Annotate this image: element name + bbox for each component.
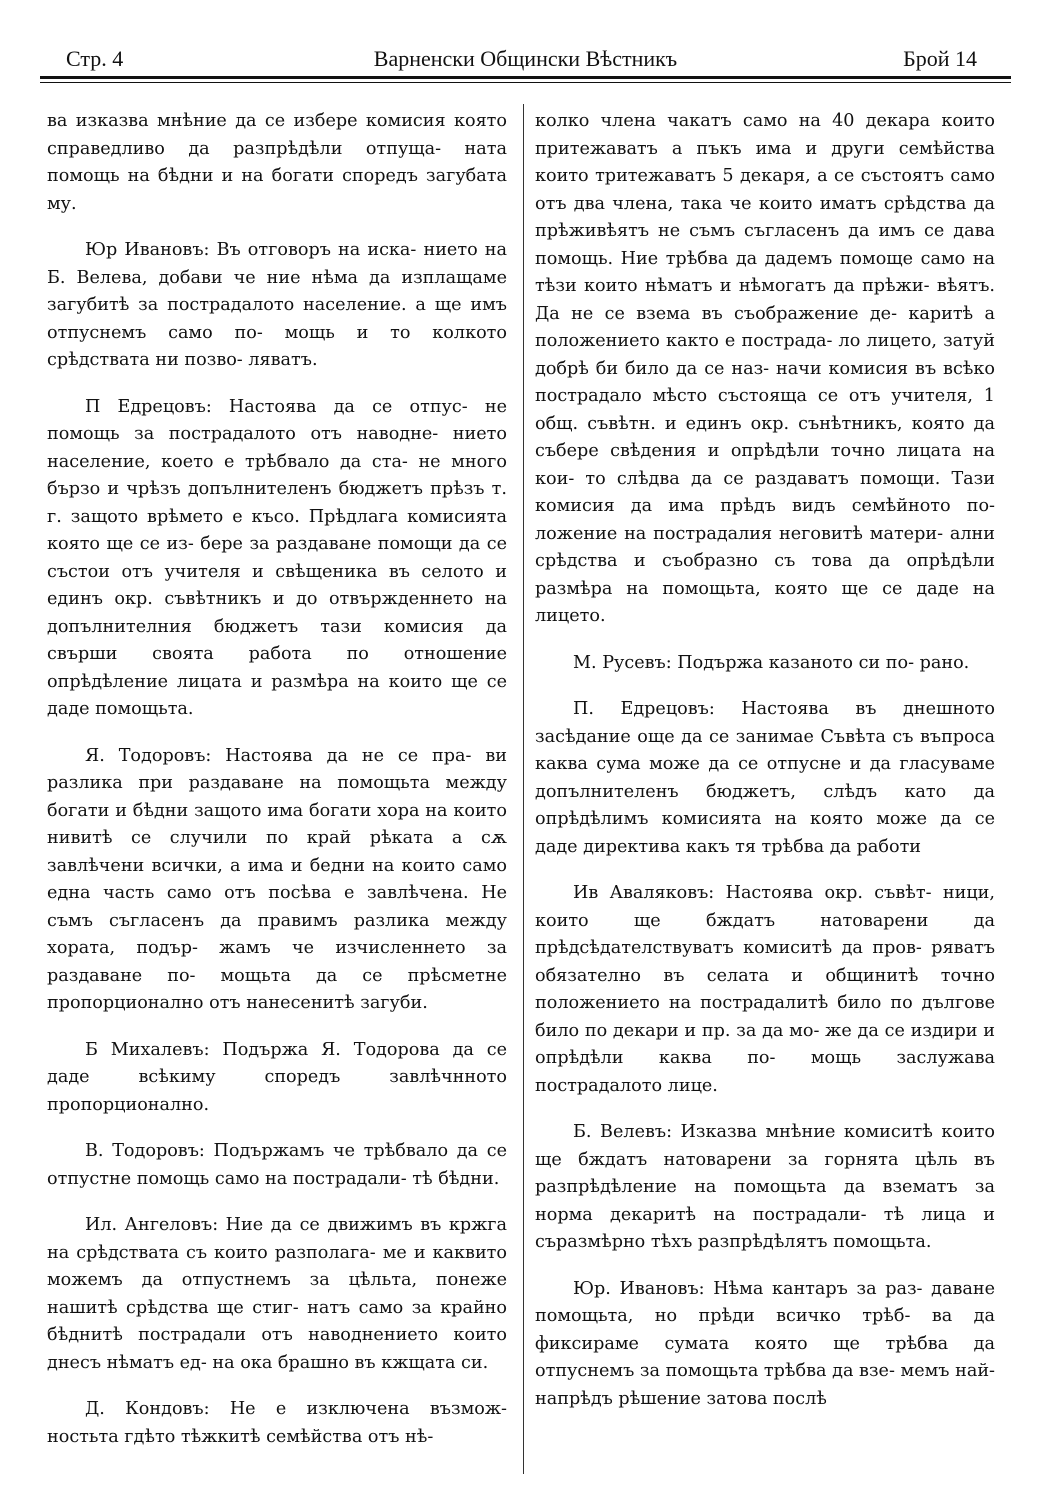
paragraph: Юр. Ивановъ: Нѣма кантаръ за раз- даване помощьта, но прѣди всичко трѣб- ва да фиксираме сумата която ще трѣбва да отпуснемъ за помощьта трѣбва да взе- мемъ най-напрѣдъ рѣшение затова послѣ [535, 1278, 995, 1409]
newspaper-title: Варненски Общински Вѣстникъ [373, 46, 678, 71]
page-number: Стр. 4 [66, 46, 124, 71]
paragraph: Б. Велевъ: Изказва мнѣние комиситѣ които ще бждатъ натоварени за горнята цѣль въ разпрѣдѣление на помощьта да взематъ за норма декаритѣ на пострадали- тѣ лица и съразмѣрно тѣхъ разпрѣдѣлятъ помощьта. [535, 1122, 995, 1252]
paragraph: В. Тодоровъ: Подържамъ че трѣбвало да се отпустне помощь само на пострадали- тѣ бѣдни. [47, 1141, 507, 1189]
paragraph: П Едрецовъ: Настоява да се отпус- не помощь за пострадалото отъ наводне- нието население, което е трѣбвало да ста- не много бързо и чрѣзъ допълнителенъ бюджетъ прѣзъ т. г. защото врѣмето е късо. Прѣдлага комисията която ще се из- бере за раздаване помощи да се състои отъ учителя и свѣщеника въ селото и единъ окр. съвѣтникъ и до отвържденнето на допълнителния бюджетъ тази комисия да свърши своята работа по отношение опрѣдѣление лицата и размѣра на които ще се даде помощьта. [47, 396, 507, 719]
issue-number: Брой 14 [903, 46, 977, 71]
paragraph: Юр Ивановъ: Въ отговоръ на иска- нието на Б. Велева, добави че ние нѣма да изплащаме загубитѣ за пострадалото население. а ще имъ отпуснемъ само по- мощь и то колкото срѣдствата ни позво- ляватъ. [47, 240, 507, 370]
paragraph: Б Михалевъ: Подържа Я. Тодорова да се даде всѣкиму споредъ завлѣчнното пропорционално. [47, 1039, 507, 1115]
paragraph: ва изказва мнѣние да се избере комисия която справедливо да разпрѣдѣли отпуща- ната помощь на бѣдни и на богати споредъ загубата му. [47, 111, 507, 214]
paragraph: Д. Кондовъ: Не е изключена възмож- ностьта гдѣто тѣжкитѣ семѣйства отъ нѣ- [47, 1399, 507, 1447]
paragraph: Я. Тодоровъ: Настоява да не се пра- ви разлика при раздаване на помощьта между богати и бѣдни защото има богати хора на които нивитѣ се случили по край рѣката а сѫ завлѣчени всички, а има и бедни на които само една часть само отъ посѣва е завлѣчена. Не съмъ съгласенъ да правимъ разлика между хората, подър- жамъ че изчисленнето за раздаване по- мощьта да се прѣсметне пропорционално отъ нанесенитѣ загуби. [47, 745, 507, 1013]
paragraph: М. Русевъ: Подържа казаното си по- рано. [573, 652, 970, 673]
header-rule-thick [40, 76, 1011, 79]
left-column [47, 108, 507, 1470]
paragraph: Ил. Ангеловъ: Ние да се движимъ въ кржга на срѣдствата съ които разполага- ме и каквито можемъ да отпустнемъ за цѣльта, понеже нашитѣ срѣдства ще стиг- натъ само за крайно бѣднитѣ пострадали отъ наводнението които днесъ нѣматъ ед- на ока брашно въ кжщата си. [47, 1215, 507, 1373]
paragraph: П. Едрецовъ: Настоява въ днешното засѣдание още да се занимае Съвѣта съ въпроса каква сума може да се отпусне и да гласуваме допълнителенъ бюджетъ, слѣдъ като да опрѣдѣлимъ комисията на която може да се даде директива какъ тя трѣбва да работи [535, 699, 995, 857]
header-rule-thin [40, 82, 1011, 83]
right-column [535, 108, 995, 1432]
paragraph: колко члена чакатъ само на 40 декара които притежаватъ а пъкъ има и други семѣйства които тритежаватъ 5 декаря, а се състоятъ само отъ два члена, така че които иматъ срѣдства да прѣживѣятъ не съмъ съгласенъ да имъ се дава помощь. Ние трѣбва да дадемъ помоще само на тѣзи които нѣматъ и нѣмогатъ да прѣжи- вѣятъ. Да не се взема въ съображение де- каритѣ а положението както е пострада- ло лицето, затуй добрѣ би било да се наз- начи комисия въ всѣко пострадало мѣсто състояща се отъ учителя, 1 общ. съвѣтн. и единъ окр. сънѣтникъ, която да събере свѣдения и опрѣдѣли точно лицата на кои- то слѣдва да се раздаватъ помощи. Тази комисия да има прѣдъ видъ семѣйното по- ложение на пострадалия неговитѣ матери- ални срѣдства и съобразно съ това да опрѣдѣли размѣра на помощьта, която ще се даде на лицето. [535, 111, 995, 626]
column-separator [523, 104, 524, 1474]
paragraph: Ив Аваляковъ: Настоява окр. съвѣт- ници, които ще бждатъ натоварени да прѣдсѣдателствуватъ комиситѣ да пров- ряватъ обязателно въ селата и общинитѣ точно положението на пострадалитѣ било по дългове било по декари и пр. за да мо- же да се издири и опрѣдѣли каква по- мощь заслужава пострадалото лице. [535, 883, 995, 1096]
